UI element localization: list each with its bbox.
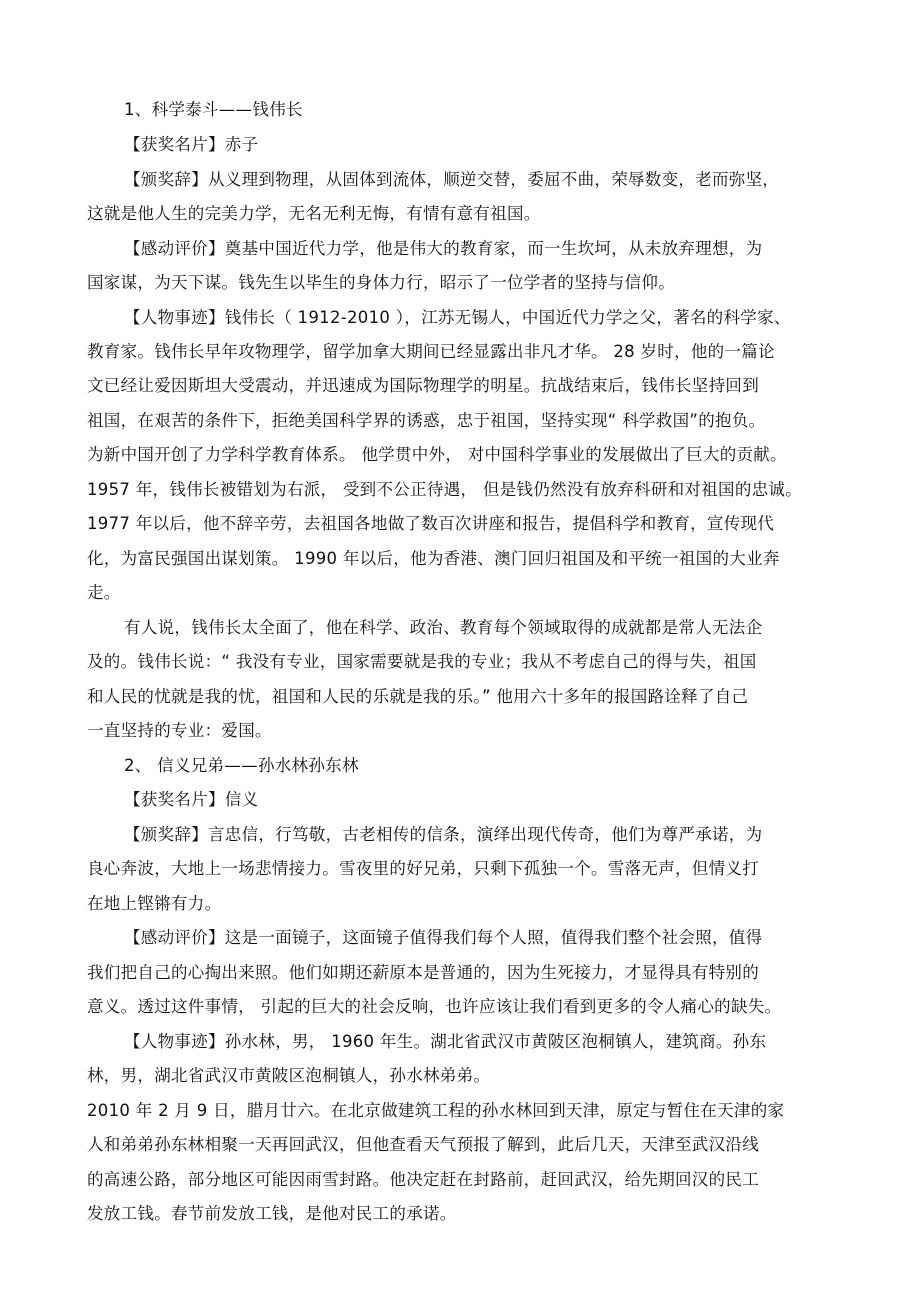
section-2-deeds-line-5: 的高速公路，部分地区可能因雨雪封路。他决定赶在封路前，赶回武汉，给先期回汉的民工 — [87, 1170, 759, 1189]
section-1-deeds-line-1: 【人物事迹】钱伟长（ 1912-2010 ），江苏无锡人，中国近代力学之父，著名的科学家、 — [124, 308, 791, 327]
section-1-comment-line-4: 一直坚持的专业：爱国。 — [87, 721, 272, 740]
section-2-deeds-line-6: 发放工钱。春节前发放工钱，是他对民工的承诺。 — [87, 1204, 457, 1223]
section-1-deeds-line-5: 为新中国开创了力学科学教育体系。 他学贯中外， 对中国科学事业的发展做出了巨大的贡献。 — [87, 445, 787, 464]
section-2-deeds-line-1: 【人物事迹】孙水林，男， 1960 年生。湖北省武汉市黄陂区泡桐镇人，建筑商。孙东 — [124, 1032, 767, 1051]
section-1-deeds-line-7: 1977 年以后，他不辞辛劳，去祖国各地做了数百次讲座和报告，提倡科学和教育，宣传现代 — [87, 514, 775, 533]
section-1-deeds-line-8: 化，为富民强国出谋划策。 1990 年以后，他为香港、澳门回归祖国及和平统一祖国的大业奔 — [87, 549, 780, 568]
section-2-evaluation-line-2: 我们把自己的心掏出来照。他们如期还薪原本是普通的，因为生死接力，才显得具有特别的 — [87, 963, 759, 982]
section-2-award-card: 【获奖名片】信义 — [124, 790, 259, 809]
section-2-deeds-line-4: 人和弟弟孙东林相聚一天再回武汉，但他查看天气预报了解到，此后几天，天津至武汉沿线 — [87, 1135, 759, 1154]
section-1-heading: 1、科学泰斗——钱伟长 — [124, 100, 303, 119]
section-1-evaluation-line-1: 【感动评价】奠基中国近代力学，他是伟大的教育家，而一生坎坷，从未放弃理想，为 — [124, 239, 763, 258]
section-1-award-card: 【获奖名片】赤子 — [124, 135, 259, 154]
section-1-evaluation-line-2: 国家谋，为天下谋。钱先生以毕生的身体力行，昭示了一位学者的坚持与信仰。 — [87, 273, 675, 292]
section-1-deeds-line-6: 1957 年，钱伟长被错划为右派， 受到不公正待遇， 但是钱仍然没有放弃科研和对祖国的忠诚。 — [87, 480, 803, 499]
section-1-deeds-line-9: 走。 — [87, 583, 121, 602]
section-1-citation-line-2: 这就是他人生的完美力学，无名无利无悔，有情有意有祖国。 — [87, 204, 541, 223]
section-1-citation-line-1: 【颁奖辞】从义理到物理，从固体到流体，顺逆交替，委屈不曲，荣辱数变，老而弥坚， — [124, 170, 780, 189]
section-2-deeds-line-3: 2010 年 2 月 9 日，腊月廿六。在北京做建筑工程的孙水林回到天津，原定与暂住在天津的家 — [87, 1101, 785, 1120]
section-1-deeds-line-3: 文已经让爱因斯坦大受震动，并迅速成为国际物理学的明星。抗战结束后，钱伟长坚持回到 — [87, 376, 759, 395]
section-2-citation-line-2: 良心奔波，大地上一场悲情接力。雪夜里的好兄弟，只剩下孤独一个。雪落无声，但情义打 — [87, 859, 759, 878]
section-1-comment-line-2: 及的。钱伟长说：“ 我没有专业，国家需要就是我的专业；我从不考虑自己的得与失，祖国 — [87, 652, 757, 671]
section-1-deeds-line-4: 祖国，在艰苦的条件下，拒绝美国科学界的诱惑，忠于祖国，坚持实现“ 科学救国”的抱负。 — [87, 411, 766, 430]
section-2-deeds-line-2: 林，男，湖北省武汉市黄陂区泡桐镇人，孙水林弟弟。 — [87, 1066, 491, 1085]
section-2-citation-line-1: 【颁奖辞】言忠信，行笃敬，古老相传的信条，演绎出现代传奇，他们为尊严承诺，为 — [124, 825, 763, 844]
section-2-citation-line-3: 在地上铿锵有力。 — [87, 894, 222, 913]
section-1-comment-line-1: 有人说，钱伟长太全面了，他在科学、政治、教育每个领域取得的成就都是常人无法企 — [124, 618, 763, 637]
section-1-deeds-line-2: 教育家。钱伟长早年攻物理学，留学加拿大期间已经显露出非凡才华。 28 岁时，他的一篇论 — [87, 342, 775, 361]
section-2-heading: 2、 信义兄弟——孙水林孙东林 — [124, 756, 359, 775]
section-2-evaluation-line-3: 意义。透过这件事情， 引起的巨大的社会反响，也许应该让我们看到更多的令人痛心的缺失。 — [87, 997, 782, 1016]
section-1-comment-line-3: 和人民的忧就是我的忧，祖国和人民的乐就是我的乐。” 他用六十多年的报国路诠释了自己 — [87, 687, 749, 706]
section-2-evaluation-line-1: 【感动评价】这是一面镜子，这面镜子值得我们每个人照，值得我们整个社会照，值得 — [124, 928, 763, 947]
